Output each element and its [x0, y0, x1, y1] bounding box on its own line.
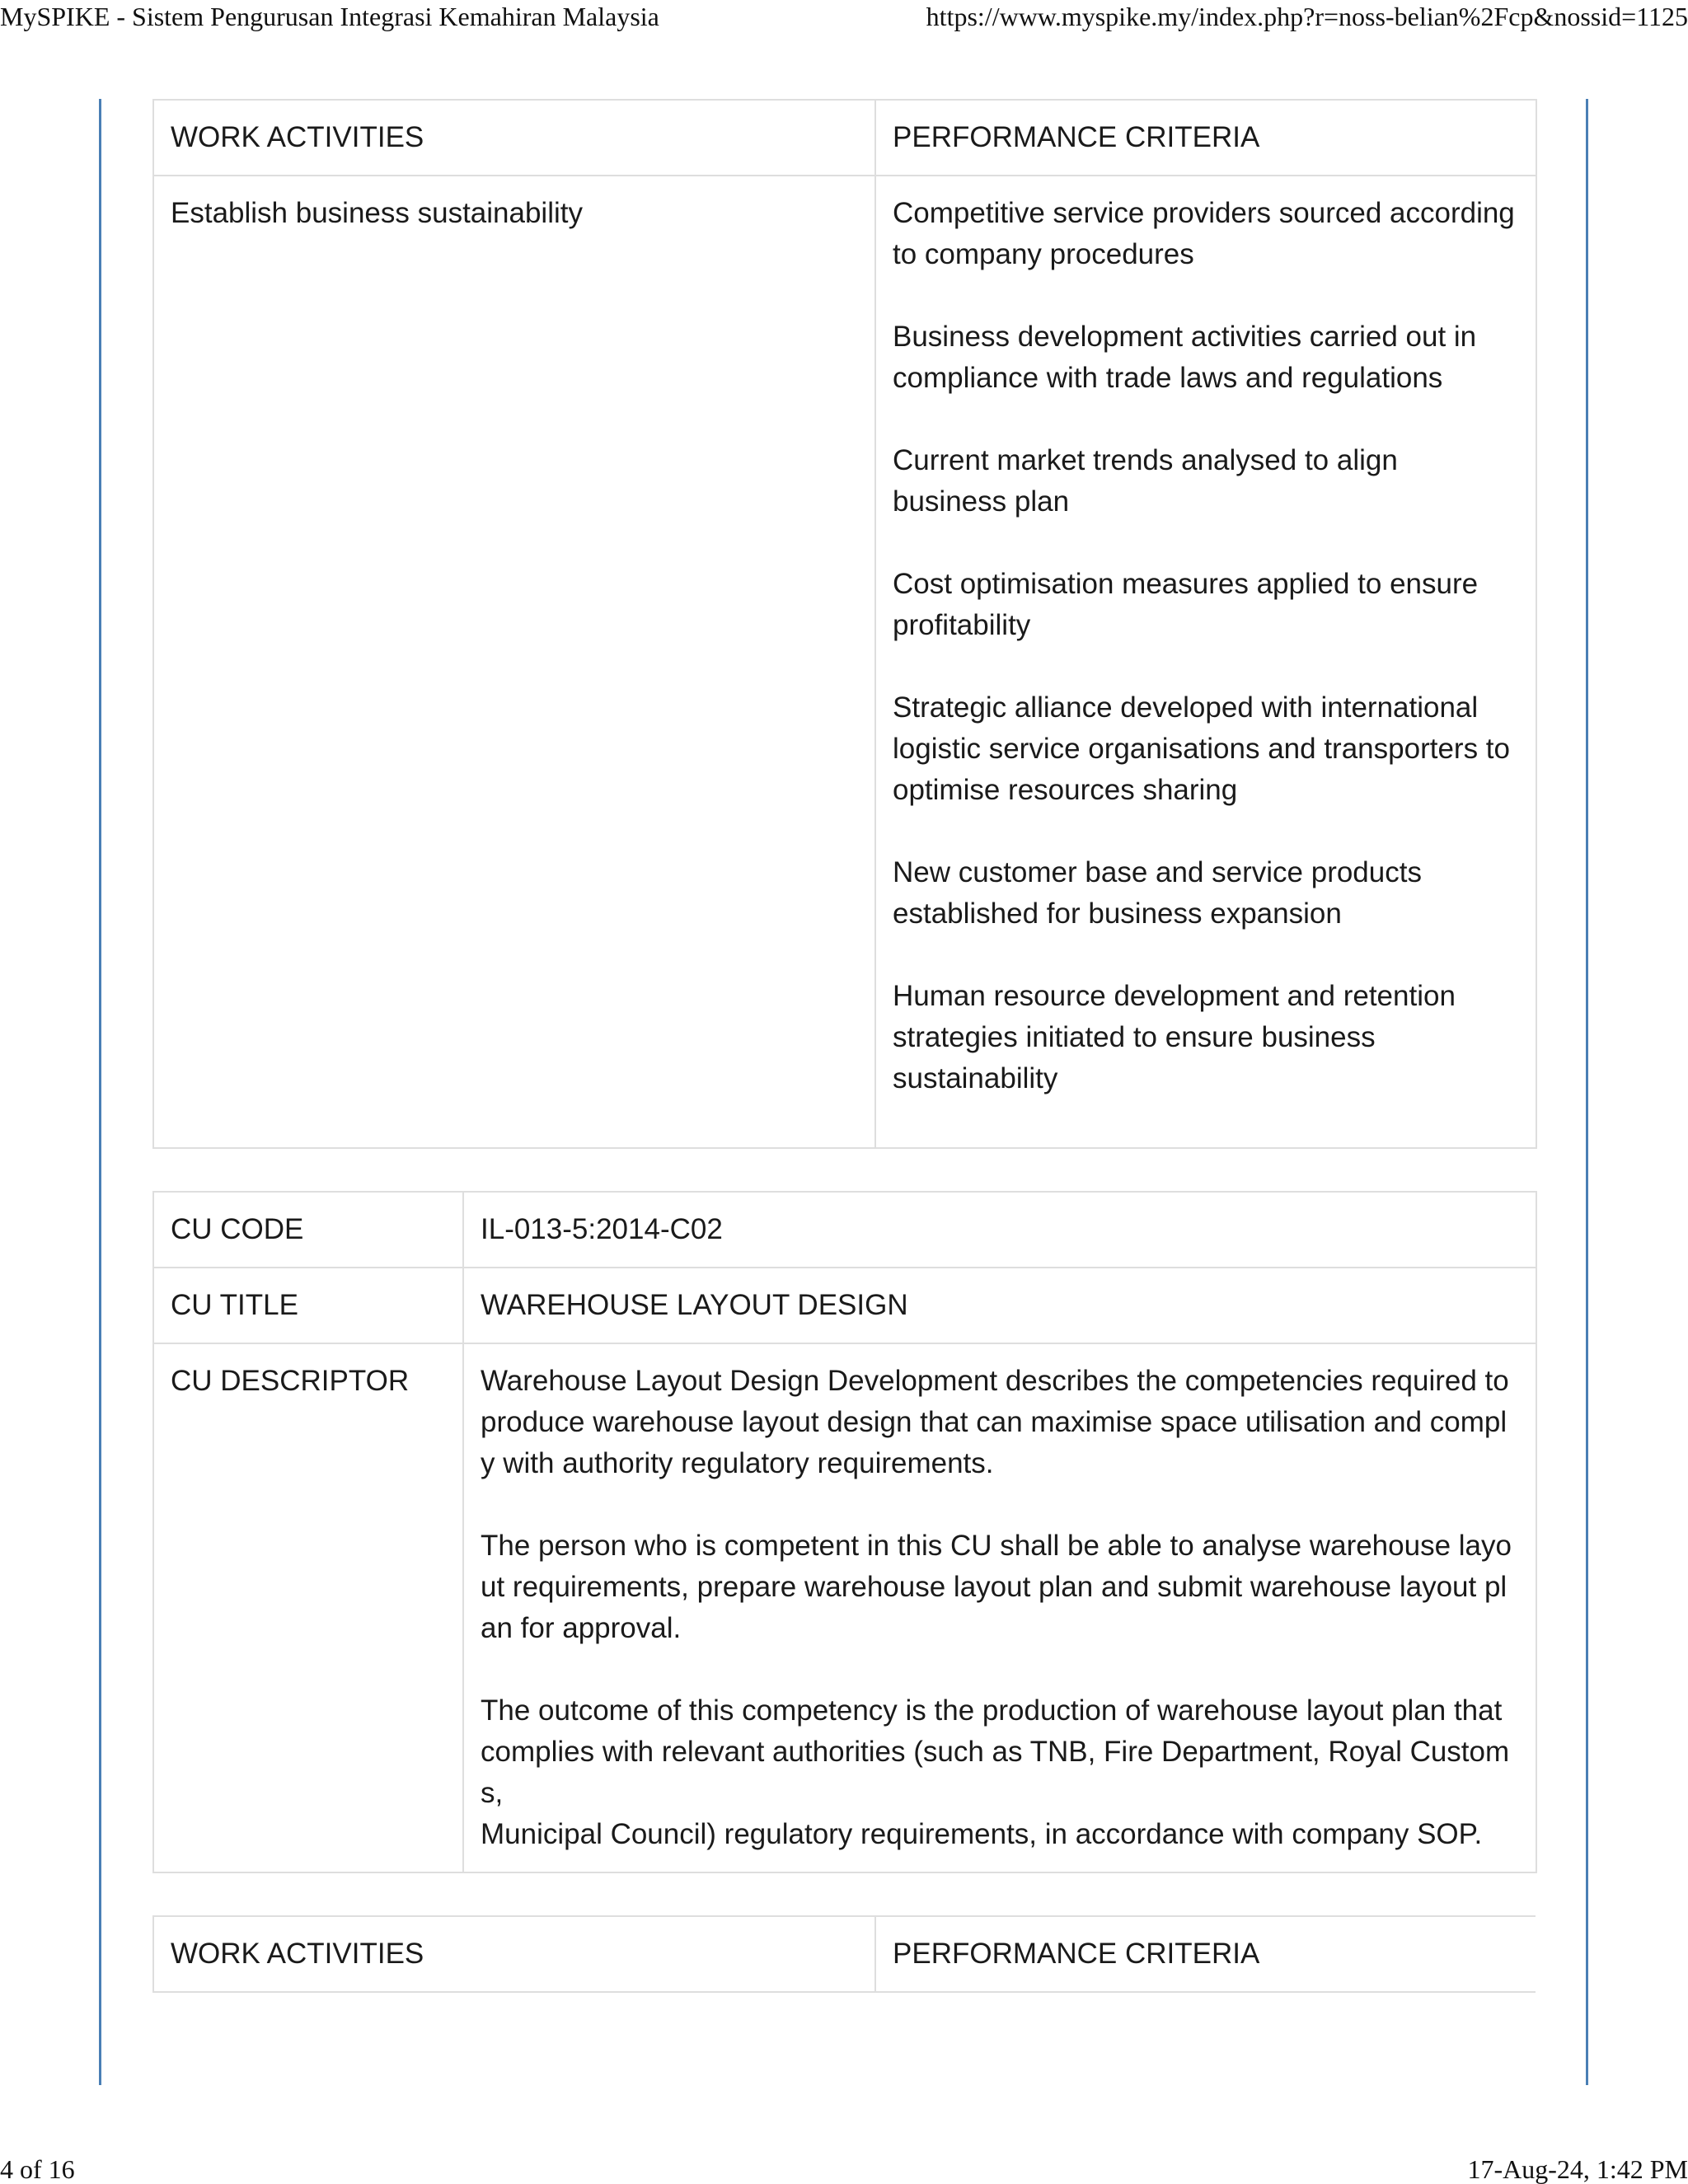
- content-frame-right-border: [1586, 99, 1588, 2085]
- print-footer-datetime: 17-Aug-24, 1:42 PM: [1467, 2154, 1688, 2184]
- criteria-item: Current market trends analysed to align business plan: [893, 444, 1398, 518]
- table-header-row: [153, 100, 1536, 176]
- work-activities-header: WORK ACTIVITIES: [153, 1916, 875, 1992]
- print-header-url: https://www.myspike.my/index.php?r=noss-belian%2Fcp&nossid=1125: [926, 2, 1688, 31]
- work-activity-cell: Establish business sustainability: [153, 176, 875, 1148]
- print-header-page-title: MySPIKE - Sistem Pengurusan Integrasi Kemahiran Malaysia: [0, 2, 659, 31]
- criteria-item: New customer base and service products established for business expansion: [893, 856, 1422, 930]
- table-row: [153, 176, 1536, 1148]
- criteria-item: Business development activities carried out in compliance with trade laws and regulations: [893, 321, 1477, 394]
- performance-criteria-header: PERFORMANCE CRITERIA: [875, 100, 1536, 176]
- criteria-item: Human resource development and retention strategies initiated to ensure business sustainability: [893, 980, 1456, 1094]
- table-header-row: [153, 1916, 1536, 1992]
- page-content: [152, 99, 1536, 1994]
- print-footer-page-count: 4 of 16: [0, 2154, 75, 2184]
- table-row: [153, 1192, 1536, 1268]
- cu-code-label: CU CODE: [153, 1192, 463, 1268]
- performance-criteria-header: PERFORMANCE CRITERIA: [875, 1916, 1536, 1992]
- table-row: [153, 1343, 1536, 1872]
- cu-descriptor-value: [463, 1343, 1536, 1872]
- descriptor-paragraph: The outcome of this competency is the production of warehouse layout plan that complies with relevant authorities (such as TNB, Fire Department, Royal Custom s, Municipal Council) regulatory requirements, in accordance with company SOP.: [481, 1694, 1510, 1850]
- cu-code-value: IL-013-5:2014-C02: [463, 1192, 1536, 1268]
- performance-criteria-cell: [875, 176, 1536, 1148]
- cu-title-value: WAREHOUSE LAYOUT DESIGN: [463, 1268, 1536, 1343]
- work-activities-header: WORK ACTIVITIES: [153, 100, 875, 176]
- cu-descriptor-label: CU DESCRIPTOR: [153, 1343, 463, 1872]
- criteria-item: Competitive service providers sourced according to company procedures: [893, 197, 1515, 270]
- criteria-item: Strategic alliance developed with international logistic service organisations and transporters to optimise resources sharing: [893, 691, 1510, 806]
- descriptor-paragraph: The person who is competent in this CU shall be able to analyse warehouse layo ut requirements, prepare warehouse layout plan and submit warehouse layout pl an for approval.: [481, 1530, 1512, 1644]
- competency-unit-table: [152, 1191, 1537, 1873]
- table-row: [153, 1268, 1536, 1343]
- descriptor-paragraph: Warehouse Layout Design Development describes the competencies required to produce warehouse layout design that can maximise space utilisation and compl y with authority regulatory requirements.: [481, 1365, 1509, 1479]
- criteria-item: Cost optimisation measures applied to ensure profitability: [893, 568, 1479, 641]
- page-break-clip: [152, 1915, 1536, 1994]
- work-activities-table-continued: [152, 1915, 1536, 1993]
- content-frame-left-border: [99, 99, 101, 2085]
- work-activities-table: [152, 99, 1537, 1149]
- cu-title-label: CU TITLE: [153, 1268, 463, 1343]
